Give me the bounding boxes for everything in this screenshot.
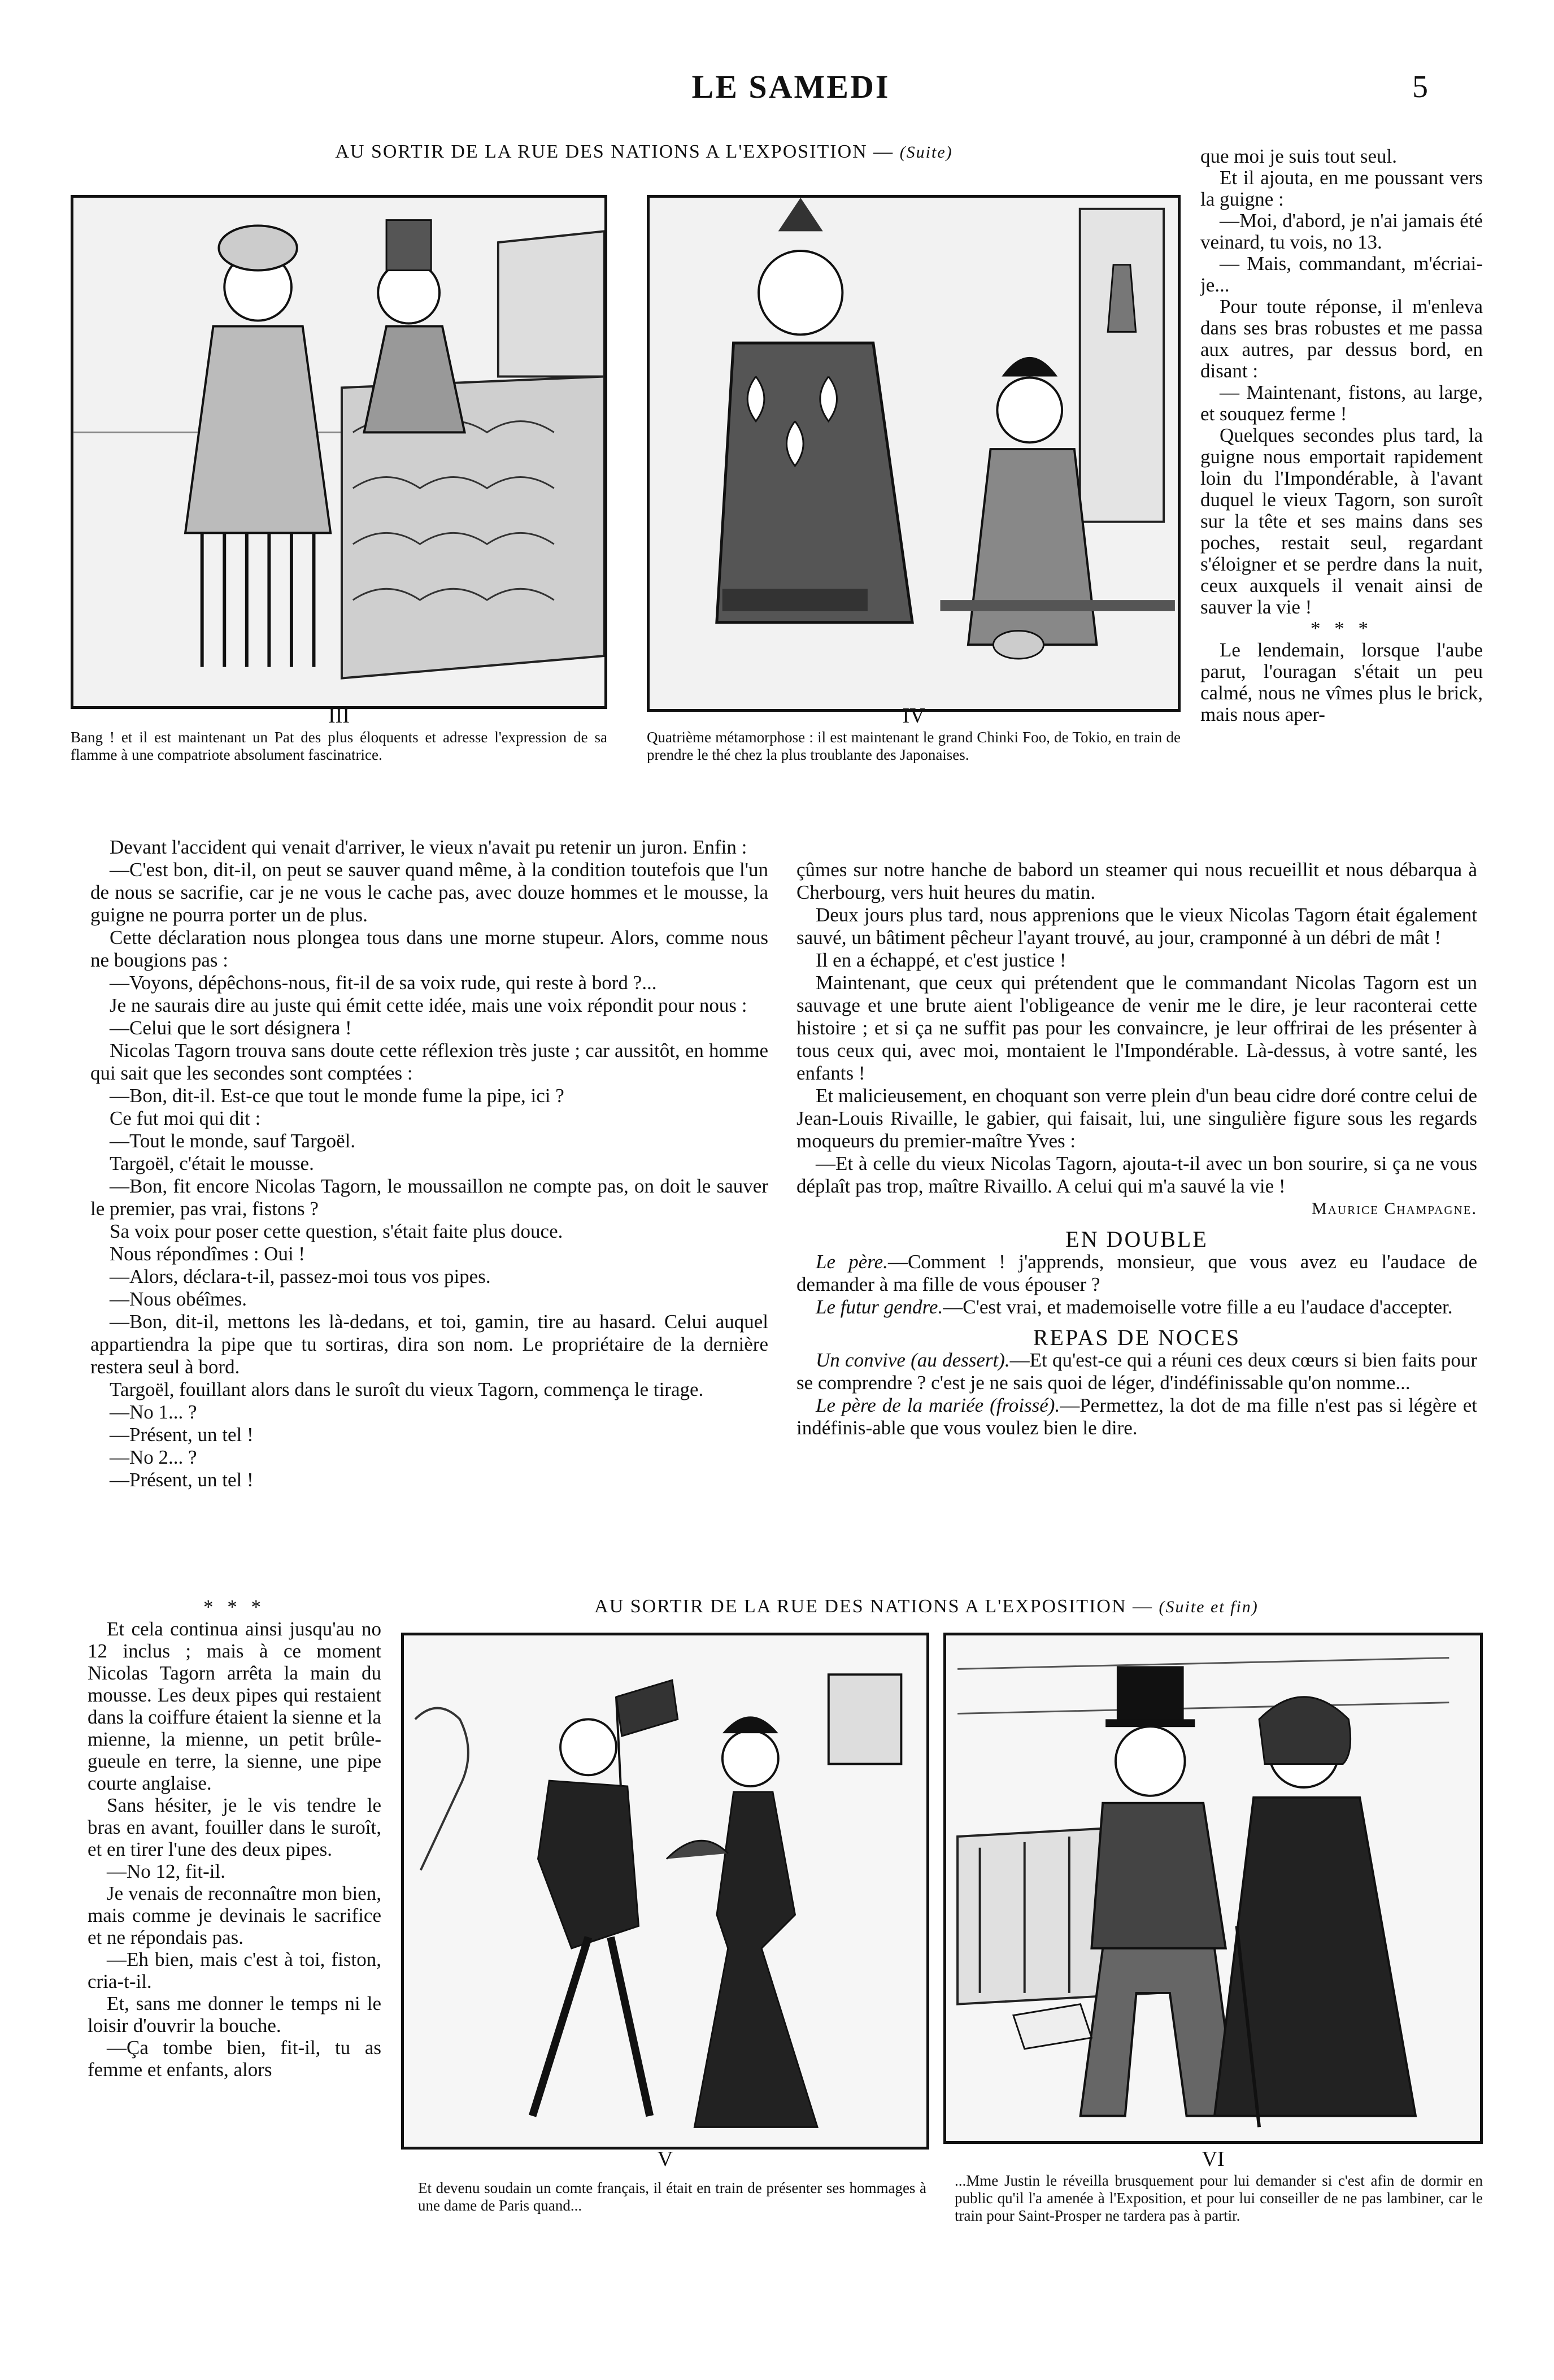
illustration-couple-bench xyxy=(946,1635,1480,2141)
section-stars: * * * xyxy=(1311,617,1373,639)
paragraph: Sans hésiter, je le vis tendre le bras en avant, fouiller dans le suroît, et en tirer l'une des deux pipes. xyxy=(88,1794,381,1860)
paragraph: —Voyons, dépêchons-nous, fit-il de sa voix rude, qui reste à bord ?... xyxy=(110,972,657,994)
paragraph: —Alors, déclara-t-il, passez-moi tous vos pipes. xyxy=(110,1265,491,1287)
paragraph: Maintenant, que ceux qui prétendent que le commandant Nicolas Tagorn est un sauvage et une brute aient l'obligeance de venir me le dire, je leur raconterai cette histoire ; et si ça ne suffit pas pour les convaincre, je leur offrirai de les présenter à tous ceux qui, avec moi, montaient le l'Impondérable. Là-dessus, à votre santé, les enfants ! xyxy=(796,972,1477,1084)
illustration-count-greeting xyxy=(404,1635,926,2147)
panel-caption-iv: Quatrième métamorphose : il est maintenant le grand Chinki Foo, de Tokio, en train de prendre le thé chez la plus troublante des Japonaises. xyxy=(647,729,1181,763)
paragraph: —Nous obéîmes. xyxy=(110,1288,247,1310)
paragraph: Pour toute réponse, il m'enleva dans ses bras robustes et me passa aux autres, par dessus bord, en disant : xyxy=(1200,295,1483,382)
panel-caption-v: Et devenu soudain un comte français, il était en train de présenter ses hommages à une dame de Paris quand... xyxy=(418,2179,926,2214)
paragraph: —Moi, d'abord, je n'ai jamais été veinard, tu vois, no 13. xyxy=(1200,210,1483,253)
paragraph: —Bon, fit encore Nicolas Tagorn, le moussaillon ne compte pas, on doit le sauver le premier, pas vrai, fistons ? xyxy=(90,1175,768,1220)
illustration-irish-couple xyxy=(73,198,604,706)
paragraph: Targoël, fouillant alors dans le suroît du vieux Tagorn, commença le tirage. xyxy=(110,1378,704,1400)
paragraph: Quelques secondes plus tard, la guigne nous emportait rapidement loin du l'Impondérable, à l'avant duquel le vieux Tagorn, son suroît sur la tête et ses mains dans ses poches, restait seul, regardant s'éloigner et se perdre dans la nuit, ceux auxquels il venait ainsi de sauver la vie ! xyxy=(1200,424,1483,618)
bottom-series-caption xyxy=(571,1596,1282,1617)
paragraph: Devant l'accident qui venait d'arriver, le vieux n'avait pu retenir un juron. Enfin : xyxy=(110,836,747,858)
paragraph: —Présent, un tel ! xyxy=(110,1424,254,1446)
speaker: Le père. xyxy=(816,1251,888,1273)
paragraph: —Ça tombe bien, fit-il, tu as femme et enfants, alors xyxy=(88,2037,381,2081)
paragraph: Je venais de reconnaître mon bien, mais comme je devinais le sacrifice et ne répondais pas. xyxy=(88,1882,381,1948)
dialogue-line xyxy=(796,1349,1477,1394)
paragraph: —No 1... ? xyxy=(110,1401,197,1423)
paragraph: —No 12, fit-il. xyxy=(107,1860,225,1882)
panel-numeral-vi: VI xyxy=(1202,2147,1225,2171)
bottom-left-column-text xyxy=(88,1596,381,2081)
paragraph: que moi je suis tout seul. xyxy=(1200,145,1398,167)
author-signature: Maurice Champagne. xyxy=(1312,1199,1477,1218)
illustration-panel-vi xyxy=(943,1633,1483,2144)
paragraph: —Et à celle du vieux Nicolas Tagorn, ajouta-t-il avec un bon sourire, si ça ne vous déplaît pas trop, maître Rivaillo. A celui qui m'a sauvé la vie ! xyxy=(796,1152,1477,1197)
paragraph: Et, sans me donner le temps ni le loisir d'ouvrir la bouche. xyxy=(88,1992,381,2037)
panel-numeral-iii: III xyxy=(328,704,350,728)
paragraph: —Présent, un tel ! xyxy=(110,1469,254,1491)
paragraph: —Tout le monde, sauf Targoël. xyxy=(110,1130,356,1152)
paragraph: —No 2... ? xyxy=(110,1446,197,1468)
panel-numeral-iv: IV xyxy=(902,704,925,728)
section-stars: * * * xyxy=(203,1596,265,1618)
panel-numeral-v: V xyxy=(657,2147,673,2171)
paragraph: Et il ajouta, en me poussant vers la guigne : xyxy=(1200,167,1483,210)
paragraph: Je ne saurais dire au juste qui émit cette idée, mais une voix répondit pour nous : xyxy=(110,994,747,1016)
paragraph: çûmes sur notre hanche de babord un steamer qui nous recueillit et nous débarqua à Cherbourg, vers huit heures du matin. xyxy=(796,859,1477,903)
paragraph: —C'est bon, dit-il, on peut se sauver quand même, à la condition toutefois que l'un de nous se sacrifie, car je ne vous le cache pas, avec douze hommes et le mousse, la guigne ne pourra porter un de plus. xyxy=(90,859,768,926)
panel-caption-iii: Bang ! et il est maintenant un Pat des plus éloquents et adresse l'expression de sa flamme à une compatriote absolument fascinatrice. xyxy=(71,729,607,763)
bottom-caption-text: AU SORTIR DE LA RUE DES NATIONS A L'EXPOSITION — xyxy=(594,1596,1153,1617)
left-column-text xyxy=(90,836,768,1491)
paragraph: Ce fut moi qui dit : xyxy=(110,1107,261,1129)
dialogue-line xyxy=(796,1251,1477,1296)
illustration-panel-iv xyxy=(647,195,1181,712)
dialogue-text: —Comment ! j'apprends, monsieur, que vous avez eu l'audace de demander à ma fille de vous épouser ? xyxy=(796,1251,1477,1295)
page-header-title: LE SAMEDI xyxy=(691,68,890,105)
paragraph: Et cela continua ainsi jusqu'au no 12 inclus ; mais à ce moment Nicolas Tagorn arrêta la main du mousse. Les deux pipes qui restaient dans la coiffure étaient la sienne et la mienne, la mienne, un petit brûle-gueule en terre, la sienne, une pipe courte anglaise. xyxy=(88,1618,381,1794)
paragraph: — Mais, commandant, m'écriai-je... xyxy=(1200,253,1483,296)
paragraph: Et malicieusement, en choquant son verre plein d'un beau cidre doré contre celui de Jean-Louis Rivaille, le gabier, qui faisait, lui, une singulière figure sous les regards moqueurs du premier-maître Yves : xyxy=(796,1085,1477,1152)
paragraph: —Bon, dit-il, mettons les là-dedans, et toi, gamin, tire au hasard. Celui auquel appartiendra la pipe que tu sortiras, dira son nom. Le propriétaire de la dernière restera seul à bord. xyxy=(90,1311,768,1378)
dialogue-text: —Permettez, la dot de ma fille n'est pas si légère et indéfinis-able que vous voulez bien le dire. xyxy=(796,1394,1477,1439)
paragraph: Cette déclaration nous plongea tous dans une morne stupeur. Alors, comme nous ne bougions pas : xyxy=(90,926,768,971)
top-caption-text: AU SORTIR DE LA RUE DES NATIONS A L'EXPOSITION — xyxy=(335,141,894,162)
dialogue-text: —Et qu'est-ce qui a réuni ces deux cœurs si bien faits pour se comprendre ? c'est je ne sais quoi de léger, d'indéfinissable qu'on nomme... xyxy=(796,1349,1478,1394)
en-double-title: EN DOUBLE xyxy=(1065,1226,1208,1252)
panel-caption-vi: ...Mme Justin le réveilla brusquement pour lui demander si c'est afin de dormir en public qu'il l'a amenée à l'Exposition, et pour lui conseiller de ne pas lambiner, car le train pour Saint-Prosper ne tardera pas à partir. xyxy=(955,2172,1483,2224)
dialogue-text: —C'est vrai, et mademoiselle votre fille a eu l'audace d'accepter. xyxy=(943,1296,1453,1318)
speaker: Un convive (au dessert). xyxy=(816,1349,1010,1371)
top-series-caption xyxy=(305,141,983,163)
middle-column-text xyxy=(796,859,1477,1439)
illustration-panel-v xyxy=(401,1633,929,2150)
bottom-caption-suffix: (Suite et fin) xyxy=(1159,1598,1259,1616)
paragraph: — Maintenant, fistons, au large, et souquez ferme ! xyxy=(1200,381,1483,425)
paragraph: Il en a échappé, et c'est justice ! xyxy=(816,949,1067,971)
illustration-panel-iii xyxy=(71,195,607,709)
paragraph: —Celui que le sort désignera ! xyxy=(110,1017,352,1039)
repas-title: REPAS DE NOCES xyxy=(1033,1325,1241,1350)
paragraph: —Bon, dit-il. Est-ce que tout le monde fume la pipe, ici ? xyxy=(110,1085,564,1107)
dialogue-line xyxy=(796,1296,1477,1319)
top-caption-suffix: (Suite) xyxy=(899,143,953,162)
page-number: 5 xyxy=(1412,69,1428,105)
paragraph: Sa voix pour poser cette question, s'était faite plus douce. xyxy=(110,1220,563,1242)
dialogue-line xyxy=(796,1394,1477,1439)
speaker: Le futur gendre. xyxy=(816,1296,943,1318)
paragraph: Targoël, c'était le mousse. xyxy=(110,1152,314,1174)
speaker: Le père de la mariée (froissé). xyxy=(816,1394,1060,1416)
paragraph: Nous répondîmes : Oui ! xyxy=(110,1243,306,1265)
paragraph: Nicolas Tagorn trouva sans doute cette réflexion très juste ; car aussitôt, en homme qui sait que les secondes sont comptées : xyxy=(90,1039,768,1084)
paragraph: —Eh bien, mais c'est à toi, fiston, cria-t-il. xyxy=(88,1948,381,1992)
paragraph: Deux jours plus tard, nous apprenions que le vieux Nicolas Tagorn était également sauvé, un bâtiment pêcheur l'ayant trouvé, au jour, cramponné à un débri de mât ! xyxy=(796,904,1477,948)
right-column-text xyxy=(1200,146,1483,725)
paragraph: Le lendemain, lorsque l'aube parut, l'ouragan s'était un peu calmé, nous ne vîmes plus le brick, mais nous aper- xyxy=(1200,639,1483,725)
illustration-tea-scene xyxy=(650,198,1178,709)
